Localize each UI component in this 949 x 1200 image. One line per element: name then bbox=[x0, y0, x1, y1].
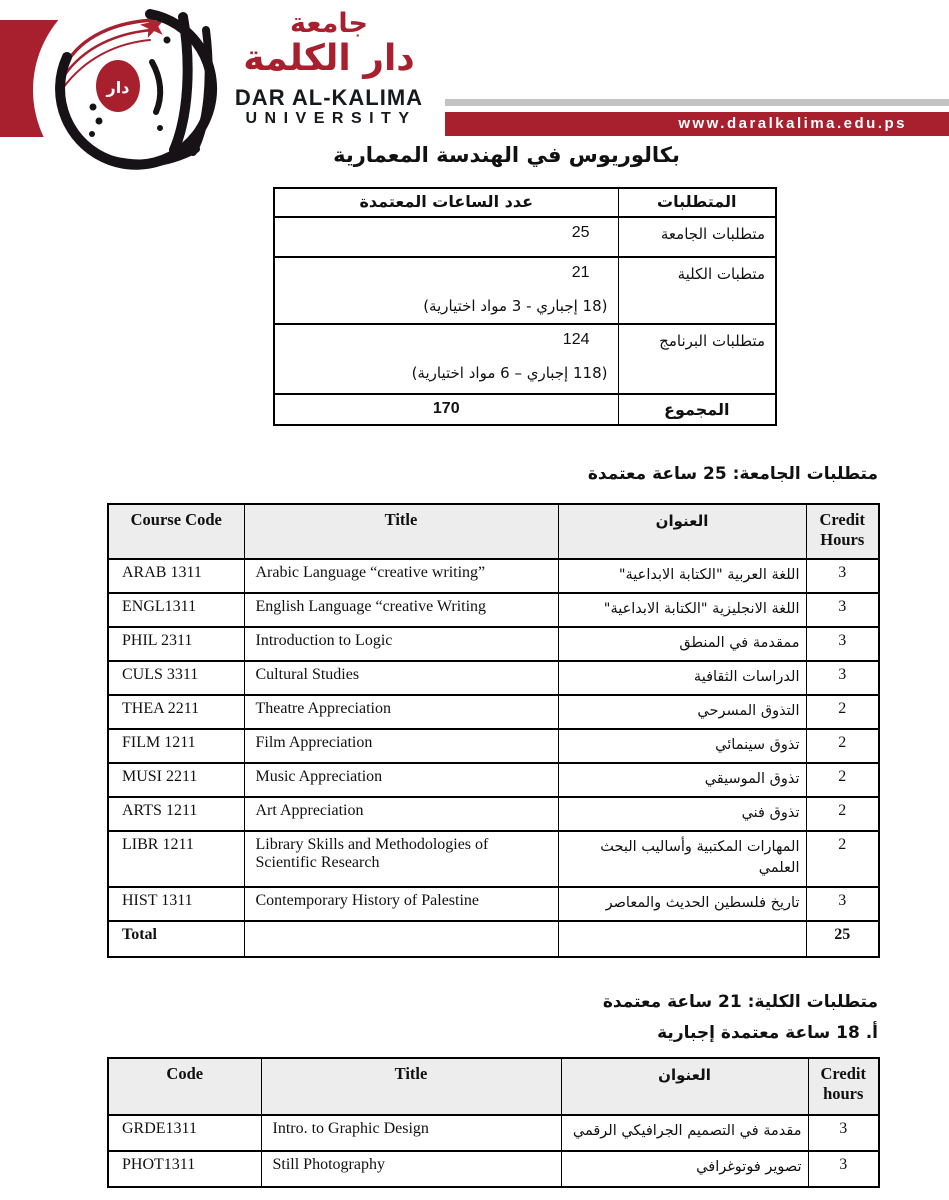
course-title: Theatre Appreciation bbox=[244, 695, 558, 729]
col-arabic-title: العنوان bbox=[561, 1058, 808, 1115]
college-requirements-heading: متطلبات الكلية: 21 ساعة معتمدة bbox=[602, 992, 878, 1012]
university-requirements-heading: متطلبات الجامعة: 25 ساعة معتمدة bbox=[587, 464, 878, 484]
courses-header-row bbox=[108, 504, 879, 559]
brand-english-subname: UNIVERSITY bbox=[245, 110, 417, 128]
course-title: Introduction to Logic bbox=[244, 627, 558, 661]
course-code: GRDE1311 bbox=[108, 1115, 261, 1151]
summary-hours-college bbox=[274, 257, 618, 324]
course-credits: 2 bbox=[806, 831, 879, 887]
course-code: PHIL 2311 bbox=[108, 627, 244, 661]
table-row bbox=[108, 1151, 879, 1187]
table-row bbox=[108, 627, 879, 661]
course-title: Library Skills and Methodologies of Scientific Research bbox=[244, 831, 558, 887]
college-courses-table bbox=[107, 1057, 880, 1188]
table-row bbox=[274, 257, 776, 324]
table-row bbox=[108, 763, 879, 797]
table-row bbox=[274, 217, 776, 257]
course-title: Still Photography bbox=[261, 1151, 561, 1187]
course-credits: 2 bbox=[806, 797, 879, 831]
course-title: Contemporary History of Palestine bbox=[244, 887, 558, 921]
summary-header-row bbox=[274, 188, 776, 217]
brand-arabic-line1: جامعة bbox=[290, 8, 368, 39]
empty-cell bbox=[558, 921, 806, 957]
table-row bbox=[108, 1115, 879, 1151]
course-code: FILM 1211 bbox=[108, 729, 244, 763]
summary-total-label: المجموع bbox=[618, 394, 776, 425]
course-arabic-title: ممقدمة في المنطق bbox=[558, 627, 806, 661]
course-credits: 3 bbox=[806, 593, 879, 627]
course-arabic-title: مقدمة في التصميم الجرافيكي الرقمي bbox=[561, 1115, 808, 1151]
course-code: PHOT1311 bbox=[108, 1151, 261, 1187]
header-website-bar bbox=[445, 112, 949, 136]
brand-english-name: DAR AL-KALIMA bbox=[234, 85, 424, 111]
page-title: بكالوريوس في الهندسة المعمارية bbox=[333, 143, 680, 167]
table-row bbox=[108, 661, 879, 695]
table-row bbox=[108, 797, 879, 831]
course-title: Arabic Language “creative writing” bbox=[244, 559, 558, 593]
course-arabic-title: المهارات المكتبية وأساليب البحث العلمي bbox=[558, 831, 806, 887]
summary-label-university: متطلبات الجامعة bbox=[618, 217, 776, 257]
course-title: English Language “creative Writing bbox=[244, 593, 558, 627]
col-course-code: Course Code bbox=[108, 504, 244, 559]
course-credits: 3 bbox=[808, 1151, 879, 1187]
summary-col-hours: عدد الساعات المعتمدة bbox=[274, 188, 618, 217]
course-credits: 2 bbox=[806, 729, 879, 763]
hours-detail: (18 إجباري - 3 مواد اختيارية) bbox=[423, 297, 608, 315]
course-credits: 2 bbox=[806, 763, 879, 797]
summary-hours-university: 25 bbox=[274, 217, 618, 257]
course-arabic-title: الدراسات الثقافية bbox=[558, 661, 806, 695]
course-arabic-title: تذوق فني bbox=[558, 797, 806, 831]
courses-header-row bbox=[108, 1058, 879, 1115]
requirements-summary-table bbox=[273, 187, 777, 426]
col-title: Title bbox=[261, 1058, 561, 1115]
course-title: Art Appreciation bbox=[244, 797, 558, 831]
empty-cell bbox=[244, 921, 558, 957]
total-credits: 25 bbox=[806, 921, 879, 957]
course-arabic-title: التذوق المسرحي bbox=[558, 695, 806, 729]
course-arabic-title: تذوق الموسيقي bbox=[558, 763, 806, 797]
course-title: Film Appreciation bbox=[244, 729, 558, 763]
table-row bbox=[108, 593, 879, 627]
logo-medallion-text: دار bbox=[106, 78, 130, 97]
summary-total-hours: 170 bbox=[274, 394, 618, 425]
course-code: ENGL1311 bbox=[108, 593, 244, 627]
college-mandatory-subheading: أ. 18 ساعة معتمدة إجبارية bbox=[657, 1023, 878, 1043]
hours-value: 124 bbox=[562, 331, 590, 348]
table-row bbox=[108, 831, 879, 887]
course-code: HIST 1311 bbox=[108, 887, 244, 921]
hours-value: 21 bbox=[571, 264, 590, 281]
brand-arabic-line2: دار الكلمة bbox=[243, 38, 415, 80]
table-row bbox=[108, 559, 879, 593]
course-credits: 3 bbox=[806, 627, 879, 661]
course-credits: 3 bbox=[806, 559, 879, 593]
course-arabic-title: تصوير فوتوغرافي bbox=[561, 1151, 808, 1187]
total-label: Total bbox=[108, 921, 244, 957]
course-credits: 3 bbox=[806, 661, 879, 695]
col-credit-hours: Credit Hours bbox=[806, 504, 879, 559]
courses-total-row bbox=[108, 921, 879, 957]
course-code: LIBR 1211 bbox=[108, 831, 244, 887]
table-row bbox=[274, 324, 776, 394]
course-code: ARTS 1211 bbox=[108, 797, 244, 831]
header-gray-bar bbox=[445, 99, 949, 106]
brand-wordmark bbox=[228, 10, 430, 128]
website-link[interactable]: www.daralkalima.edu.ps bbox=[678, 115, 907, 132]
course-code: THEA 2211 bbox=[108, 695, 244, 729]
summary-label-college: متطبات الكلية bbox=[618, 257, 776, 324]
col-arabic-title: العنوان bbox=[558, 504, 806, 559]
hours-detail: (118 إجباري – 6 مواد اختيارية) bbox=[411, 364, 608, 382]
course-code: ARAB 1311 bbox=[108, 559, 244, 593]
summary-label-program: متطلبات البرنامج bbox=[618, 324, 776, 394]
col-credit-hours: Credit hours bbox=[808, 1058, 879, 1115]
course-code: MUSI 2211 bbox=[108, 763, 244, 797]
course-credits: 3 bbox=[806, 887, 879, 921]
summary-total-row bbox=[274, 394, 776, 425]
col-title: Title bbox=[244, 504, 558, 559]
col-code: Code bbox=[108, 1058, 261, 1115]
course-credits: 2 bbox=[806, 695, 879, 729]
table-row bbox=[108, 695, 879, 729]
course-arabic-title: تذوق سينمائي bbox=[558, 729, 806, 763]
course-title: Music Appreciation bbox=[244, 763, 558, 797]
course-credits: 3 bbox=[808, 1115, 879, 1151]
table-row bbox=[108, 729, 879, 763]
course-arabic-title: تاريخ فلسطين الحديث والمعاصر bbox=[558, 887, 806, 921]
summary-col-requirements: المتطلبات bbox=[618, 188, 776, 217]
university-courses-table bbox=[107, 503, 880, 958]
course-code: CULS 3311 bbox=[108, 661, 244, 695]
summary-hours-program bbox=[274, 324, 618, 394]
course-arabic-title: اللغة الانجليزية "الكتابة الابداعية" bbox=[558, 593, 806, 627]
course-title: Intro. to Graphic Design bbox=[261, 1115, 561, 1151]
course-arabic-title: اللغة العربية "الكتابة الابداعية" bbox=[558, 559, 806, 593]
table-row bbox=[108, 887, 879, 921]
course-title: Cultural Studies bbox=[244, 661, 558, 695]
